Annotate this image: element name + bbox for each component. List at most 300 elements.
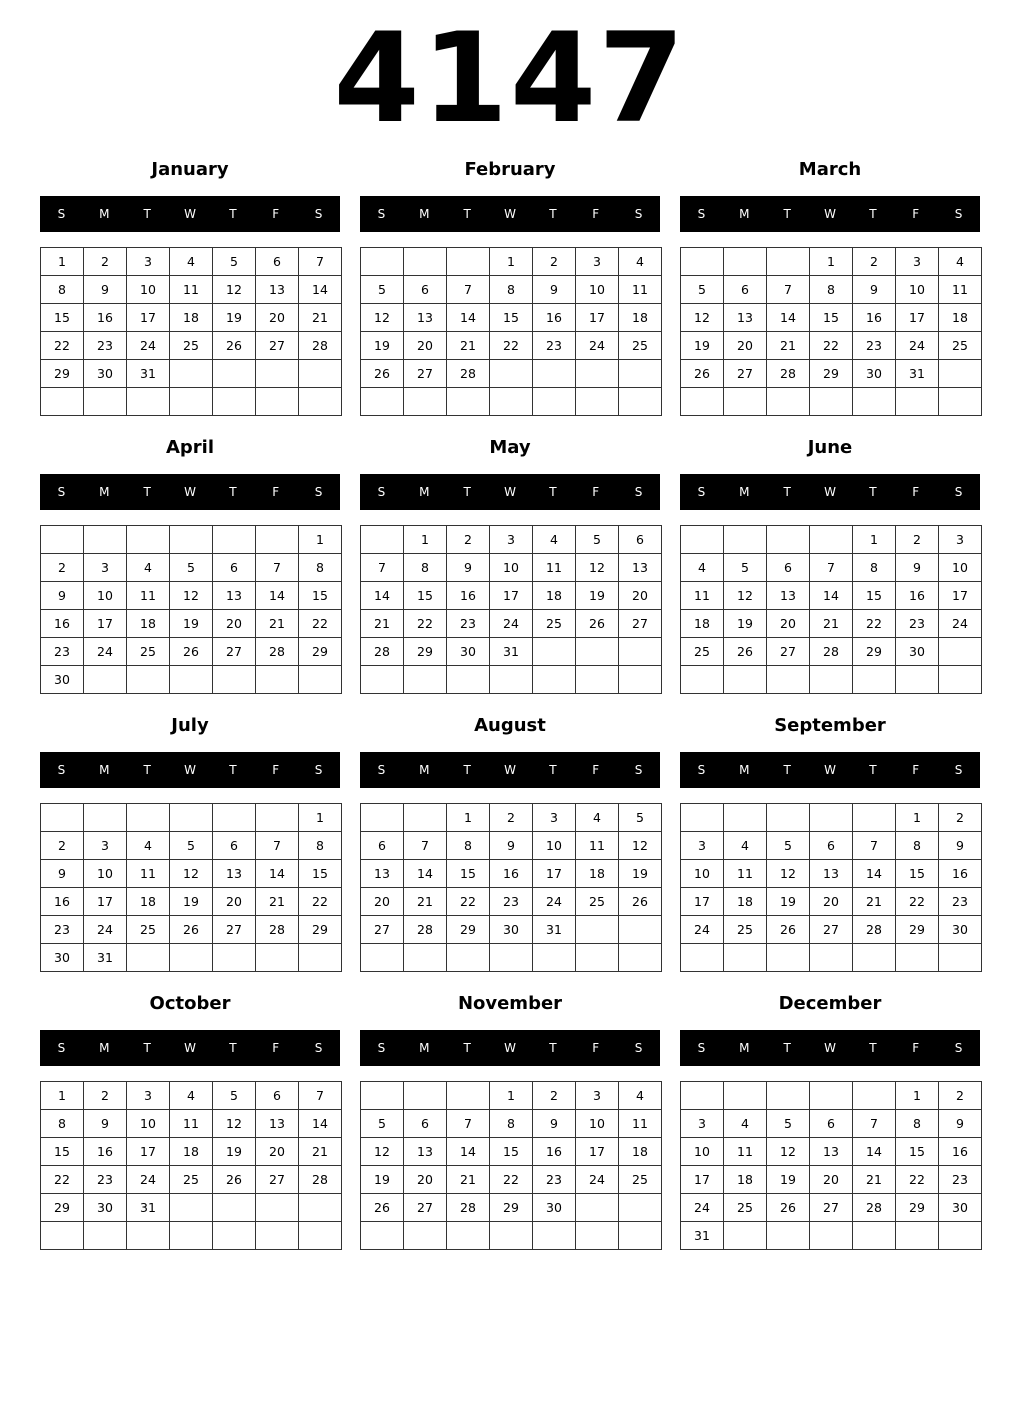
day-cell: 1 xyxy=(490,248,533,276)
day-cell: 6 xyxy=(404,276,447,304)
weekday-label: F xyxy=(592,207,600,221)
day-cell: 23 xyxy=(939,1166,982,1194)
day-cell: 24 xyxy=(533,888,576,916)
day-cell: 1 xyxy=(896,804,939,832)
empty-cell xyxy=(361,804,404,832)
empty-cell xyxy=(533,388,576,416)
day-cell: 6 xyxy=(810,1110,853,1138)
empty-cell xyxy=(299,666,342,694)
day-cell: 15 xyxy=(404,582,447,610)
empty-cell xyxy=(681,804,724,832)
week-row xyxy=(41,832,342,860)
empty-cell xyxy=(533,360,576,388)
day-cell: 31 xyxy=(681,1222,724,1250)
weekday-label: S xyxy=(697,207,706,221)
day-cell: 25 xyxy=(939,332,982,360)
day-cell: 19 xyxy=(361,1166,404,1194)
day-cell: 12 xyxy=(213,1110,256,1138)
week-row xyxy=(681,1082,982,1110)
day-cell: 9 xyxy=(447,554,490,582)
empty-cell xyxy=(939,666,982,694)
day-cell: 7 xyxy=(853,832,896,860)
day-cell: 24 xyxy=(576,1166,619,1194)
day-cell: 28 xyxy=(447,360,490,388)
day-cell: 7 xyxy=(299,248,342,276)
day-cell: 12 xyxy=(619,832,662,860)
day-cell: 17 xyxy=(896,304,939,332)
day-cell: 5 xyxy=(681,276,724,304)
day-cell: 5 xyxy=(724,554,767,582)
week-row xyxy=(361,860,662,888)
weekday-header xyxy=(680,474,980,510)
empty-cell xyxy=(767,666,810,694)
day-cell: 25 xyxy=(724,1194,767,1222)
weekday-label: T xyxy=(549,207,557,221)
day-cell: 19 xyxy=(213,1138,256,1166)
week-row xyxy=(681,638,982,666)
day-grid xyxy=(680,247,982,416)
day-cell: 25 xyxy=(533,610,576,638)
day-cell: 9 xyxy=(41,860,84,888)
weekday-label: F xyxy=(272,485,280,499)
empty-cell xyxy=(84,804,127,832)
empty-cell xyxy=(896,1222,939,1250)
weekday-header xyxy=(360,474,660,510)
empty-cell xyxy=(256,1194,299,1222)
weekday-label: T xyxy=(143,485,151,499)
weekday-label: F xyxy=(912,207,920,221)
day-cell: 17 xyxy=(533,860,576,888)
empty-cell xyxy=(447,666,490,694)
week-row xyxy=(681,276,982,304)
weekday-label: S xyxy=(697,485,706,499)
day-cell: 14 xyxy=(767,304,810,332)
day-cell: 5 xyxy=(170,832,213,860)
day-grid xyxy=(680,525,982,694)
weekday-label: S xyxy=(377,1041,386,1055)
day-cell: 14 xyxy=(447,1138,490,1166)
day-cell: 9 xyxy=(490,832,533,860)
day-cell: 6 xyxy=(767,554,810,582)
day-cell: 2 xyxy=(896,526,939,554)
day-cell: 13 xyxy=(767,582,810,610)
day-cell: 19 xyxy=(170,610,213,638)
empty-cell xyxy=(404,1222,447,1250)
day-cell: 5 xyxy=(213,1082,256,1110)
day-cell: 25 xyxy=(127,916,170,944)
weekday-label: T xyxy=(869,207,877,221)
day-cell: 31 xyxy=(490,638,533,666)
empty-cell xyxy=(619,916,662,944)
day-cell: 28 xyxy=(853,1194,896,1222)
day-cell: 20 xyxy=(361,888,404,916)
day-cell: 25 xyxy=(619,332,662,360)
day-cell: 27 xyxy=(213,916,256,944)
day-cell: 16 xyxy=(939,860,982,888)
day-cell: 4 xyxy=(127,832,170,860)
day-cell: 8 xyxy=(41,276,84,304)
day-cell: 24 xyxy=(896,332,939,360)
day-cell: 26 xyxy=(767,916,810,944)
week-row xyxy=(361,1166,662,1194)
weekday-label: T xyxy=(783,207,791,221)
day-cell: 23 xyxy=(533,332,576,360)
empty-cell xyxy=(681,1082,724,1110)
empty-cell xyxy=(576,1222,619,1250)
day-cell: 12 xyxy=(681,304,724,332)
weekday-label: S xyxy=(377,485,386,499)
day-cell: 12 xyxy=(361,1138,404,1166)
day-cell: 27 xyxy=(256,332,299,360)
weekday-label: S xyxy=(57,207,66,221)
empty-cell xyxy=(619,1222,662,1250)
month-name: September xyxy=(774,715,886,736)
empty-cell xyxy=(84,1222,127,1250)
empty-cell xyxy=(896,944,939,972)
empty-cell xyxy=(576,388,619,416)
day-cell: 5 xyxy=(170,554,213,582)
weekday-label: F xyxy=(272,1041,280,1055)
week-row xyxy=(681,582,982,610)
day-cell: 16 xyxy=(84,304,127,332)
empty-cell xyxy=(939,944,982,972)
empty-cell xyxy=(724,1082,767,1110)
day-cell: 2 xyxy=(447,526,490,554)
day-cell: 22 xyxy=(896,888,939,916)
day-cell: 21 xyxy=(299,1138,342,1166)
empty-cell xyxy=(170,526,213,554)
day-cell: 27 xyxy=(361,916,404,944)
empty-cell xyxy=(447,1222,490,1250)
day-cell: 25 xyxy=(170,332,213,360)
weekday-label: T xyxy=(143,763,151,777)
day-cell: 6 xyxy=(213,554,256,582)
weekday-label: M xyxy=(739,1041,750,1055)
empty-cell xyxy=(404,944,447,972)
empty-cell xyxy=(724,248,767,276)
day-cell: 11 xyxy=(619,276,662,304)
day-cell: 11 xyxy=(681,582,724,610)
day-cell: 8 xyxy=(490,1110,533,1138)
day-cell: 23 xyxy=(853,332,896,360)
day-cell: 4 xyxy=(724,832,767,860)
day-cell: 20 xyxy=(767,610,810,638)
empty-cell xyxy=(213,526,256,554)
day-cell: 19 xyxy=(681,332,724,360)
empty-cell xyxy=(724,944,767,972)
day-cell: 23 xyxy=(41,638,84,666)
day-cell: 28 xyxy=(299,1166,342,1194)
day-cell: 17 xyxy=(127,304,170,332)
day-cell: 30 xyxy=(41,944,84,972)
empty-cell xyxy=(681,526,724,554)
empty-cell xyxy=(939,638,982,666)
month-name: June xyxy=(807,437,853,458)
empty-cell xyxy=(853,1222,896,1250)
empty-cell xyxy=(361,526,404,554)
day-cell: 23 xyxy=(490,888,533,916)
weekday-label: S xyxy=(314,763,323,777)
empty-cell xyxy=(810,1082,853,1110)
day-cell: 3 xyxy=(681,832,724,860)
day-cell: 29 xyxy=(41,360,84,388)
day-cell: 30 xyxy=(84,1194,127,1222)
day-cell: 30 xyxy=(84,360,127,388)
day-cell: 12 xyxy=(576,554,619,582)
day-cell: 19 xyxy=(619,860,662,888)
week-row xyxy=(681,248,982,276)
day-cell: 9 xyxy=(853,276,896,304)
empty-cell xyxy=(576,916,619,944)
weekday-label: S xyxy=(634,1041,643,1055)
year-title: 4147 xyxy=(333,7,687,151)
week-row xyxy=(361,360,662,388)
day-cell: 26 xyxy=(619,888,662,916)
day-cell: 7 xyxy=(447,1110,490,1138)
empty-cell xyxy=(810,944,853,972)
day-cell: 8 xyxy=(896,832,939,860)
day-cell: 13 xyxy=(256,1110,299,1138)
empty-cell xyxy=(213,388,256,416)
weekday-label: F xyxy=(912,763,920,777)
week-row xyxy=(681,860,982,888)
day-cell: 9 xyxy=(939,832,982,860)
weekday-label: S xyxy=(57,1041,66,1055)
weekday-label: W xyxy=(504,485,516,499)
day-cell: 11 xyxy=(576,832,619,860)
day-cell: 18 xyxy=(939,304,982,332)
day-cell: 7 xyxy=(256,554,299,582)
day-cell: 3 xyxy=(490,526,533,554)
day-cell: 11 xyxy=(170,1110,213,1138)
day-cell: 18 xyxy=(127,610,170,638)
day-cell: 3 xyxy=(127,248,170,276)
day-cell: 18 xyxy=(724,1166,767,1194)
weekday-label: F xyxy=(272,207,280,221)
week-row xyxy=(361,1222,662,1250)
day-cell: 27 xyxy=(810,1194,853,1222)
day-cell: 17 xyxy=(576,304,619,332)
day-cell: 22 xyxy=(853,610,896,638)
empty-cell xyxy=(767,944,810,972)
week-row xyxy=(361,248,662,276)
day-cell: 11 xyxy=(533,554,576,582)
empty-cell xyxy=(447,944,490,972)
day-cell: 12 xyxy=(767,1138,810,1166)
day-cell: 18 xyxy=(681,610,724,638)
day-cell: 5 xyxy=(767,832,810,860)
day-cell: 28 xyxy=(299,332,342,360)
day-cell: 7 xyxy=(361,554,404,582)
day-cell: 4 xyxy=(533,526,576,554)
empty-cell xyxy=(724,666,767,694)
weekday-label: S xyxy=(634,763,643,777)
weekday-label: T xyxy=(549,763,557,777)
day-cell: 3 xyxy=(576,248,619,276)
weekday-header xyxy=(40,1030,340,1066)
weekday-label: T xyxy=(143,1041,151,1055)
empty-cell xyxy=(170,388,213,416)
week-row xyxy=(41,916,342,944)
week-row xyxy=(361,916,662,944)
day-cell: 22 xyxy=(41,332,84,360)
day-cell: 29 xyxy=(853,638,896,666)
day-cell: 26 xyxy=(213,1166,256,1194)
week-row xyxy=(41,888,342,916)
day-cell: 9 xyxy=(533,1110,576,1138)
day-cell: 1 xyxy=(299,804,342,832)
week-row xyxy=(361,888,662,916)
weekday-label: W xyxy=(184,763,196,777)
day-cell: 7 xyxy=(767,276,810,304)
day-cell: 31 xyxy=(533,916,576,944)
empty-cell xyxy=(84,666,127,694)
day-cell: 16 xyxy=(447,582,490,610)
day-cell: 9 xyxy=(41,582,84,610)
day-cell: 13 xyxy=(361,860,404,888)
weekday-label: T xyxy=(463,485,471,499)
week-row xyxy=(681,666,982,694)
week-row xyxy=(681,554,982,582)
month-name: January xyxy=(151,159,229,180)
day-cell: 24 xyxy=(127,332,170,360)
day-cell: 11 xyxy=(127,860,170,888)
weekday-label: M xyxy=(419,207,430,221)
day-cell: 4 xyxy=(170,248,213,276)
day-cell: 27 xyxy=(724,360,767,388)
month-name: May xyxy=(489,437,531,458)
week-row xyxy=(41,304,342,332)
day-cell: 26 xyxy=(576,610,619,638)
day-cell: 14 xyxy=(299,1110,342,1138)
day-cell: 22 xyxy=(810,332,853,360)
day-cell: 5 xyxy=(619,804,662,832)
day-cell: 3 xyxy=(576,1082,619,1110)
month-name: March xyxy=(798,159,862,180)
empty-cell xyxy=(127,388,170,416)
empty-cell xyxy=(490,666,533,694)
weekday-label: S xyxy=(954,485,963,499)
day-cell: 10 xyxy=(127,1110,170,1138)
day-cell: 13 xyxy=(404,304,447,332)
day-cell: 29 xyxy=(447,916,490,944)
day-cell: 2 xyxy=(84,1082,127,1110)
week-row xyxy=(361,638,662,666)
weekday-label: T xyxy=(549,485,557,499)
weekday-label: T xyxy=(549,1041,557,1055)
week-row xyxy=(41,388,342,416)
day-cell: 19 xyxy=(170,888,213,916)
empty-cell xyxy=(576,638,619,666)
week-row xyxy=(681,304,982,332)
week-row xyxy=(361,276,662,304)
day-cell: 16 xyxy=(41,888,84,916)
day-cell: 23 xyxy=(533,1166,576,1194)
day-cell: 8 xyxy=(853,554,896,582)
week-row xyxy=(41,248,342,276)
day-cell: 19 xyxy=(767,1166,810,1194)
weekday-label: T xyxy=(229,1041,237,1055)
weekday-label: S xyxy=(57,763,66,777)
empty-cell xyxy=(619,944,662,972)
empty-cell xyxy=(404,248,447,276)
empty-cell xyxy=(853,666,896,694)
day-cell: 28 xyxy=(256,916,299,944)
day-cell: 12 xyxy=(767,860,810,888)
day-cell: 1 xyxy=(490,1082,533,1110)
day-cell: 29 xyxy=(896,1194,939,1222)
day-cell: 5 xyxy=(767,1110,810,1138)
day-cell: 15 xyxy=(896,860,939,888)
weekday-label: M xyxy=(419,485,430,499)
day-cell: 16 xyxy=(41,610,84,638)
empty-cell xyxy=(127,526,170,554)
day-cell: 9 xyxy=(896,554,939,582)
weekday-label: F xyxy=(912,485,920,499)
day-cell: 13 xyxy=(724,304,767,332)
empty-cell xyxy=(299,1222,342,1250)
empty-cell xyxy=(533,944,576,972)
day-cell: 2 xyxy=(41,832,84,860)
day-cell: 18 xyxy=(724,888,767,916)
empty-cell xyxy=(533,638,576,666)
month-name: July xyxy=(171,715,209,736)
day-cell: 11 xyxy=(127,582,170,610)
day-cell: 15 xyxy=(299,860,342,888)
empty-cell xyxy=(681,388,724,416)
day-cell: 14 xyxy=(447,304,490,332)
weekday-label: W xyxy=(824,485,836,499)
weekday-label: S xyxy=(954,207,963,221)
day-cell: 30 xyxy=(853,360,896,388)
week-row xyxy=(361,804,662,832)
day-cell: 19 xyxy=(361,332,404,360)
weekday-label: T xyxy=(229,207,237,221)
empty-cell xyxy=(41,388,84,416)
weekday-label: S xyxy=(57,485,66,499)
day-grid xyxy=(360,803,662,972)
day-cell: 2 xyxy=(41,554,84,582)
day-cell: 16 xyxy=(853,304,896,332)
week-row xyxy=(361,554,662,582)
day-cell: 2 xyxy=(853,248,896,276)
day-cell: 7 xyxy=(810,554,853,582)
month-name: August xyxy=(474,715,546,736)
day-cell: 15 xyxy=(853,582,896,610)
week-row xyxy=(681,944,982,972)
day-cell: 23 xyxy=(41,916,84,944)
day-cell: 31 xyxy=(896,360,939,388)
day-cell: 27 xyxy=(213,638,256,666)
week-row xyxy=(41,582,342,610)
day-cell: 1 xyxy=(447,804,490,832)
day-cell: 13 xyxy=(619,554,662,582)
day-cell: 8 xyxy=(299,832,342,860)
week-row xyxy=(41,554,342,582)
empty-cell xyxy=(767,1222,810,1250)
day-cell: 31 xyxy=(84,944,127,972)
empty-cell xyxy=(939,388,982,416)
week-row xyxy=(41,332,342,360)
empty-cell xyxy=(256,360,299,388)
day-grid xyxy=(360,1081,662,1250)
day-cell: 21 xyxy=(361,610,404,638)
day-cell: 9 xyxy=(84,276,127,304)
day-cell: 11 xyxy=(619,1110,662,1138)
day-cell: 24 xyxy=(681,1194,724,1222)
weekday-label: W xyxy=(824,207,836,221)
week-row xyxy=(681,1110,982,1138)
